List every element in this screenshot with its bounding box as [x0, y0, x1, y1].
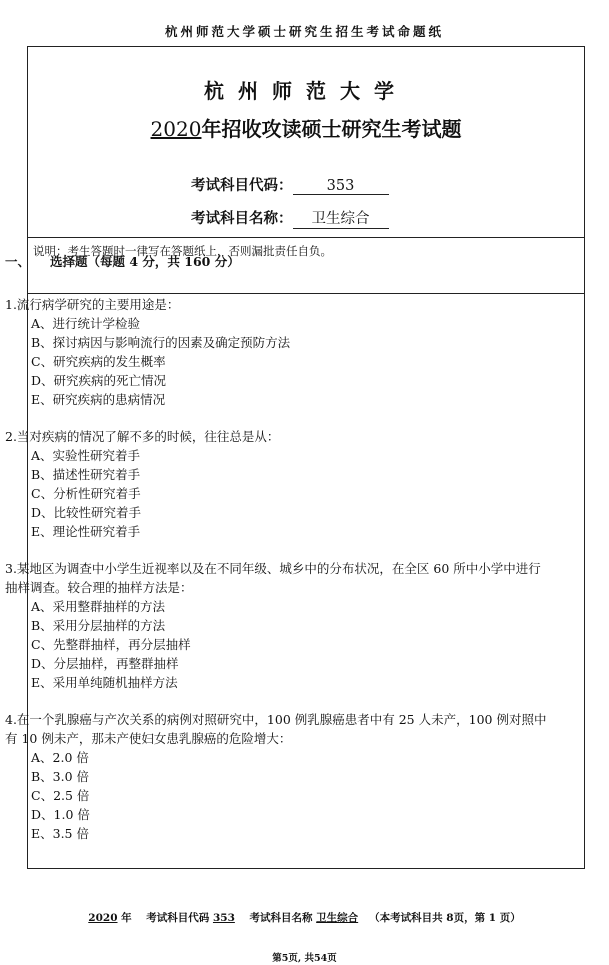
- option-b: B、采用分层抽样的方法: [31, 618, 166, 633]
- question-stem: 3.某地区为调查中小学生近视率以及在不同年级、城乡中的分布状况，在全区 60 所中小学中进行抽样调查。较合理的抽样方法是：: [5, 561, 541, 595]
- option-c: C、2.5 倍: [31, 788, 90, 803]
- option-a: A、2.0 倍: [31, 750, 89, 765]
- subject-name-row: [191, 207, 389, 229]
- option-a: A、采用整群抽样的方法: [31, 599, 166, 614]
- footer-code-label: 考试科目代码: [146, 912, 210, 924]
- option-c: C、分析性研究着手: [31, 486, 141, 501]
- subject-code-value: 353: [293, 178, 389, 195]
- subject-name-value: 卫生综合: [293, 207, 389, 229]
- option-c: C、研究疾病的发生概率: [31, 354, 166, 369]
- subject-code-row: [191, 174, 389, 195]
- section-number: 一、: [5, 254, 31, 269]
- question-4: [5, 710, 550, 843]
- exam-year: 2020: [150, 117, 202, 141]
- subject-code-label: 考试科目代码：: [191, 177, 293, 194]
- footer-name: 卫生综合: [316, 912, 359, 924]
- option-a: A、进行统计学检验: [31, 316, 141, 331]
- exam-title-text: 年招收攻读硕士研究生考试题: [201, 117, 462, 141]
- option-b: B、3.0 倍: [31, 769, 90, 784]
- question-stem: 2.当对疾病的情况了解不多的时候，往往总是从：: [5, 429, 280, 444]
- option-e: E、理论性研究着手: [31, 524, 141, 539]
- instruction-text: 说明：考生答题时一律写在答题纸上，否则漏批责任自负。: [33, 244, 332, 258]
- question-3: [5, 559, 550, 692]
- question-content: [5, 252, 550, 861]
- option-b: B、探讨病因与影响流行的因素及确定预防方法: [31, 335, 291, 350]
- question-stem: 1.流行病学研究的主要用途是：: [5, 297, 180, 312]
- option-c: C、先整群抽样，再分层抽样: [31, 637, 191, 652]
- option-d: D、分层抽样，再整群抽样: [31, 656, 179, 671]
- school-name: 杭州师范大学: [204, 79, 408, 103]
- exam-title: [28, 113, 584, 142]
- footer-year: 2020: [88, 912, 118, 924]
- option-b: B、描述性研究着手: [31, 467, 141, 482]
- option-d: D、1.0 倍: [31, 807, 90, 822]
- option-a: A、实验性研究着手: [31, 448, 141, 463]
- section-title: 选择题（每题 4 分，共 160 分）: [50, 254, 240, 269]
- question-1: [5, 295, 550, 409]
- page-number: 第5页, 共54页: [272, 953, 337, 964]
- section-heading: [5, 252, 550, 271]
- subject-name-label: 考试科目名称：: [191, 210, 293, 227]
- option-e: E、3.5 倍: [31, 826, 89, 841]
- question-2: [5, 427, 550, 541]
- option-d: D、研究疾病的死亡情况: [31, 373, 167, 388]
- option-e: E、研究疾病的患病情况: [31, 392, 166, 407]
- footer-page-info: （本考试科目共 8页，第 1 页）: [369, 912, 521, 924]
- page-header: 杭州师范大学硕士研究生招生考试命题纸: [164, 24, 444, 39]
- footer-name-label: 考试科目名称: [249, 912, 313, 924]
- page-footer: [0, 910, 609, 925]
- footer-year-suffix: 年: [121, 912, 132, 924]
- option-e: E、采用单纯随机抽样方法: [31, 675, 178, 690]
- footer-code: 353: [212, 912, 235, 924]
- question-stem: 4.在一个乳腺癌与产次关系的病例对照研究中，100 例乳腺癌患者中有 25 人未产，100 例对照中有 10 例未产，那未产使妇女患乳腺癌的危险增大：: [5, 712, 547, 746]
- option-d: D、比较性研究着手: [31, 505, 142, 520]
- title-box: [28, 47, 584, 238]
